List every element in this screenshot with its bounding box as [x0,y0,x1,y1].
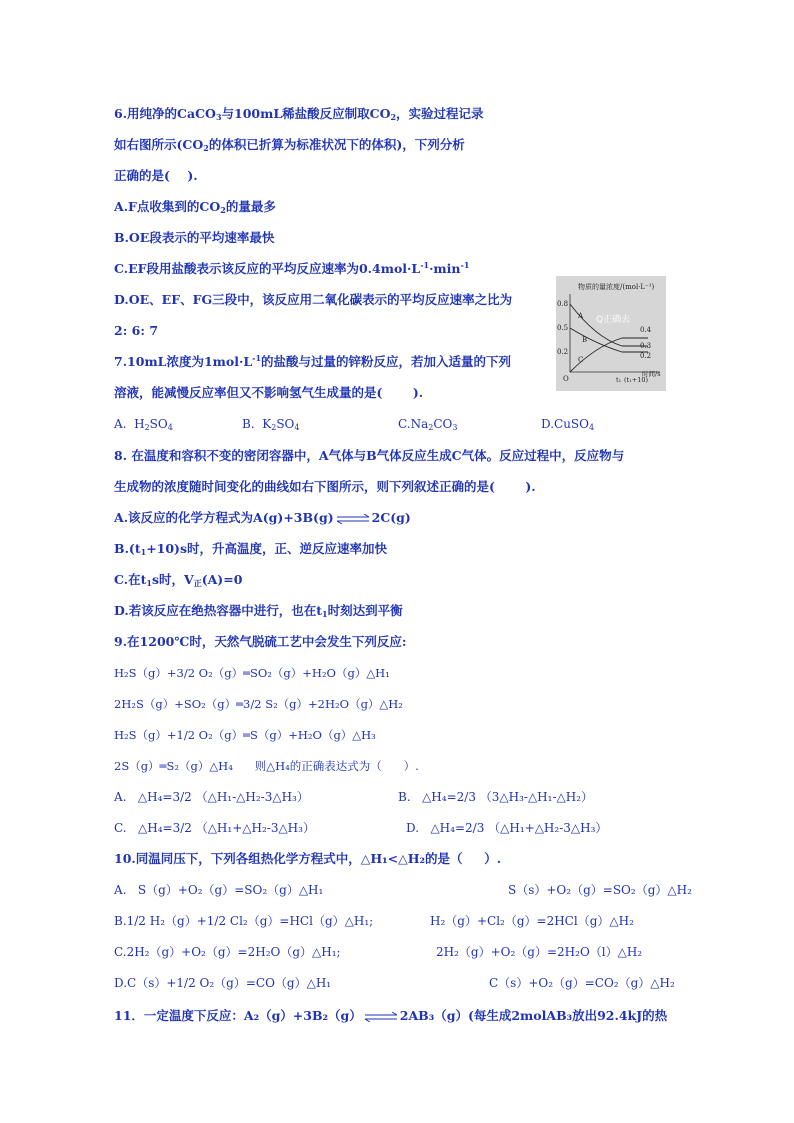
q7-line1: 7.10mL浓度为$1mol\cdot L^{-1}$的盐酸与过量的锌粉反应，若加入适量的下列 [114,353,512,369]
q10-option-d-left: D.C（s）+1/2 O₂（g）=CO（g）△H₁ [114,976,332,990]
q6-option-d: D.OE、EF、FG三段中，该反应用二氧化碳表示的平均反应速率之比为 [114,292,513,307]
q9-option-c: C. △H₄=3/2 （△H₁+△H₂-3△H₃） [114,821,315,835]
figure-svg [556,276,666,391]
q6-line2: 如右图所示($CO_2$的体积已折算为标准状况下的体积)，下列分析 [114,137,465,153]
curve-label-c: C [578,356,584,364]
figure-title: 物质的量浓度/(mol·L⁻¹) [578,283,655,291]
q9-option-b: B. △H₄=2/3 （3△H₃-△H₁-△H₂） [398,790,594,804]
q10-option-c-left: C.2H₂（g）+O₂（g）=2H₂O（g）△H₁; [114,945,341,959]
q10-option-a-left: A. S（g）+O₂（g）=SO₂（g）△H₁ [114,883,324,897]
q6-option-a: A.F点收集到的$CO_2$的量最多 [114,199,276,215]
q8-line2: 生成物的浓度随时间变化的曲线如右下图所示，则下列叙述正确的是( ). [114,479,536,494]
q7-option-a: A. $H_2SO_4$ [114,417,173,432]
q8-option-b: $B.(t_1+10)s$时，升高温度，正、逆反应速率加快 [114,541,388,557]
t1-label: t₁ [616,376,622,384]
curve-label-b: B [582,336,588,344]
q10-line1: 10.同温同压下，下列各组热化学方程式中，△H₁<△H₂的是（ ）. [114,851,502,866]
curve-label-a: A [578,312,584,320]
q10-option-b-right: H₂（g）+Cl₂（g）=2HCl（g）△H₂ [430,914,634,928]
q7-line2: 溶液，能减慢反应率但又不影响氢气生成量的是( ). [114,385,424,400]
q7-option-b: B. $K_2SO_4$ [242,417,300,432]
equilibrium-arrow-icon [336,514,370,524]
right-value-label: 0.3 [640,342,652,350]
watermark-text: Q正确去 [596,315,631,325]
q8-option-d: D.若该反应在绝热容器中进行，也在$t_1$时刻达到平衡 [114,603,403,619]
q9-option-d: D. △H₄=2/3 （△H₁+△H₂-3△H₃） [406,821,608,835]
q10-option-a-right: S（s）+O₂（g）=SO₂（g）△H₂ [508,883,692,897]
q8-option-a: A.该反应的化学方程式为A(g)+3B(g) 2C(g) [114,510,411,525]
q9-line1: 9.在1200℃时，天然气脱硫工艺中会发生下列反应: [114,634,407,649]
q6-option-d-ratio: 2: 6: 7 [114,323,159,338]
q9-equation-1: H₂S（g）+3/2 O₂（g）═SO₂（g）+H₂O（g）△H₁ [114,666,390,680]
q9-equation-3: H₂S（g）+1/2 O₂（g）═S（g）+H₂O（g）△H₃ [114,728,376,742]
q10-option-c-right: 2H₂（g）+O₂（g）=2H₂O（l）△H₂ [436,945,643,959]
y-tick-label: 0.2 [557,348,569,356]
q7-option-c: $C.Na_2CO_3$ [398,417,458,432]
x-axis-label: 时间/s [642,370,661,378]
concentration-time-figure [556,276,666,391]
q7-option-d: D.CuSO$_4$ [541,417,595,432]
q6-line1: 6.用纯净的CaCO$_3$与100mL稀盐酸反应制取$CO_2$，实验过程记录 [114,106,484,122]
right-value-label: 0.4 [640,326,652,334]
q10-option-d-right: C（s）+O₂（g）=CO₂（g）△H₂ [489,976,675,990]
q6-option-b: B.OE段表示的平均速率最快 [114,230,275,245]
q9-option-a: A. △H₄=3/2 （△H₁-△H₂-3△H₃） [114,790,309,804]
y-tick-label: 0.8 [557,300,569,308]
t1-plus-10-label: (t₁+10) [624,376,649,384]
q11-line1: 11．一定温度下反应：A₂（g）+3B₂（g） 2AB₃（g）(每生成2molAB₃放出92.4kJ的热 [114,1008,668,1023]
q9-equation-2: 2H₂S（g）+SO₂（g）═3/2 S₂（g）+2H₂O（g）△H₂ [114,697,403,711]
origin-label: O [563,375,569,383]
q10-option-b-left: B.1/2 H₂（g）+1/2 Cl₂（g）=HCl（g）△H₁; [114,914,374,928]
q6-line3: 正确的是( ). [114,168,198,183]
q8-option-c: C.在$t_1s$时，$V_正(A)=0$ [114,572,243,588]
y-tick-label: 0.5 [557,324,569,332]
q6-option-c: C.EF段用盐酸表示该反应的平均反应速率为$0.4mol\cdot L^{-1}\cdot\min^{-1}$ [114,260,470,276]
q9-equation-4: 2S（g）═S₂（g）△H₄ 则△H₄的正确表达式为（ ）. [114,759,419,773]
equilibrium-arrow-icon [364,1012,398,1022]
right-value-label: 0.2 [640,352,652,360]
q8-line1: 8. 在温度和容积不变的密闭容器中，A气体与B气体反应生成C气体。反应过程中，反应物与 [114,448,625,463]
